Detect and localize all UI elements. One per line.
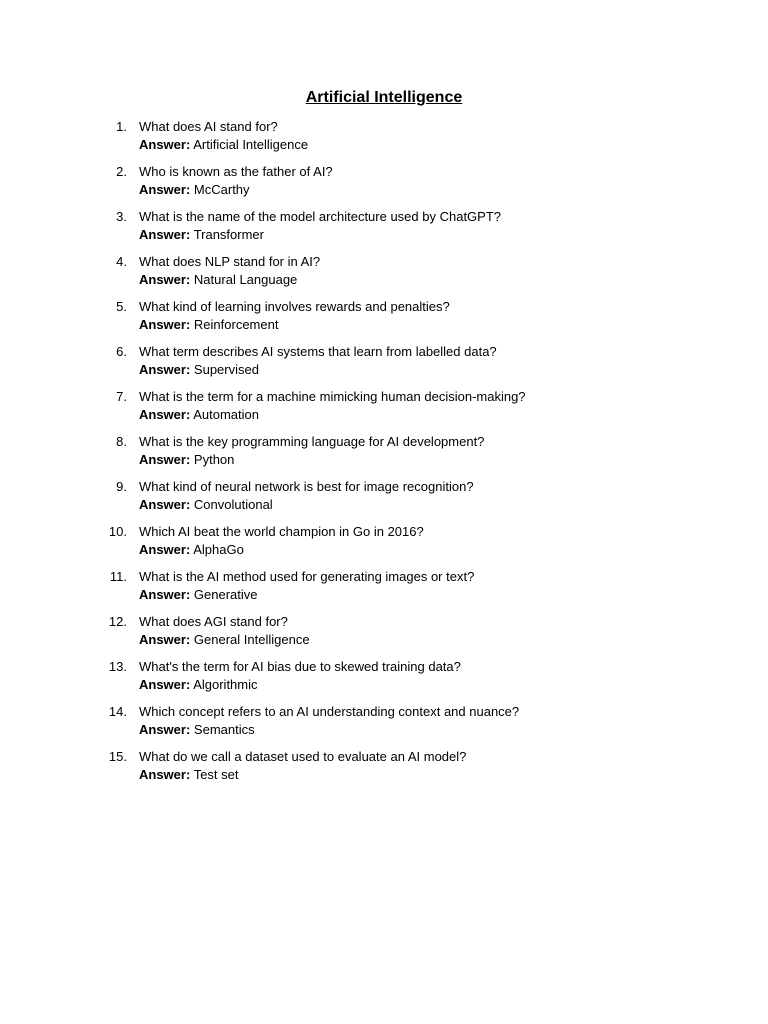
answer-text: Generative [193, 586, 258, 602]
question-text: What is the AI method used for generating images or text? [139, 569, 475, 584]
answer-label: Answer: [139, 631, 191, 647]
qa-item [0, 568, 768, 613]
answer-text: Algorithmic [193, 676, 258, 692]
item-number: 9. [116, 479, 127, 494]
qa-item [0, 298, 768, 343]
answer-line [139, 316, 278, 334]
answer-text: Test set [193, 766, 239, 782]
qa-item [0, 118, 768, 163]
item-number: 12. [108, 614, 127, 629]
answer-text: Transformer [193, 226, 264, 242]
answer-line [139, 406, 259, 424]
item-number: 6. [116, 344, 127, 359]
answer-label: Answer: [139, 271, 191, 287]
answer-text: Reinforcement [193, 316, 279, 332]
item-number: 8. [116, 434, 127, 449]
qa-item [0, 613, 768, 658]
item-number: 3. [116, 209, 127, 224]
question-text: What does NLP stand for in AI? [139, 254, 321, 269]
item-number: 10. [108, 524, 127, 539]
qa-item [0, 343, 768, 388]
question-text: What's the term for AI bias due to skewed training data? [139, 659, 461, 674]
answer-line [139, 271, 297, 289]
answer-line [139, 676, 258, 694]
qa-item [0, 478, 768, 523]
answer-label: Answer: [139, 451, 191, 467]
answer-label: Answer: [139, 361, 191, 377]
answer-label: Answer: [139, 766, 191, 782]
answer-label: Answer: [139, 181, 191, 197]
question-text: Which AI beat the world champion in Go in 2016? [139, 524, 424, 539]
answer-text: AlphaGo [193, 541, 244, 557]
qa-item [0, 433, 768, 478]
item-number: 2. [116, 164, 127, 179]
question-text: What kind of neural network is best for image recognition? [139, 479, 474, 494]
qa-item [0, 748, 768, 793]
answer-line [139, 451, 234, 469]
qa-item [0, 163, 768, 208]
item-number: 11. [109, 569, 127, 584]
question-text: What term describes AI systems that learn from labelled data? [139, 344, 497, 359]
answer-label: Answer: [139, 586, 191, 602]
item-number: 13. [108, 659, 127, 674]
item-number: 1. [116, 119, 127, 134]
question-text: Which concept refers to an AI understanding context and nuance? [139, 704, 520, 719]
answer-text: Automation [193, 406, 259, 422]
answer-line [139, 136, 308, 154]
answer-text: McCarthy [193, 181, 250, 197]
answer-line [139, 361, 259, 379]
item-number: 7. [116, 389, 127, 404]
question-text: What does AGI stand for? [139, 614, 288, 629]
item-number: 5. [116, 299, 127, 314]
answer-label: Answer: [139, 541, 191, 557]
qa-item [0, 703, 768, 748]
answer-text: General Intelligence [193, 631, 310, 647]
answer-label: Answer: [139, 316, 191, 332]
answer-line [139, 766, 238, 784]
answer-line [139, 181, 250, 199]
qa-list [0, 118, 768, 793]
qa-item [0, 253, 768, 298]
answer-text: Natural Language [193, 271, 298, 287]
answer-label: Answer: [139, 136, 191, 152]
answer-label: Answer: [139, 676, 191, 692]
answer-line [139, 541, 244, 559]
answer-label: Answer: [139, 721, 191, 737]
answer-text: Artificial Intelligence [193, 136, 309, 152]
item-number: 15. [108, 749, 127, 764]
answer-line [139, 226, 264, 244]
answer-text: Python [193, 451, 235, 467]
question-text: What is the key programming language for AI development? [139, 434, 485, 449]
answer-text: Semantics [193, 721, 255, 737]
answer-line [139, 586, 258, 604]
answer-label: Answer: [139, 496, 191, 512]
answer-line [139, 496, 273, 514]
item-number: 14. [108, 704, 127, 719]
question-text: What kind of learning involves rewards and penalties? [139, 299, 450, 314]
question-text: What do we call a dataset used to evaluate an AI model? [139, 749, 467, 764]
answer-line [139, 631, 310, 649]
question-text: What is the term for a machine mimicking human decision-making? [139, 389, 526, 404]
answer-text: Convolutional [193, 496, 273, 512]
document-title: Artificial Intelligence [305, 89, 463, 106]
qa-item [0, 208, 768, 253]
question-text: Who is known as the father of AI? [139, 164, 333, 179]
answer-text: Supervised [193, 361, 259, 377]
answer-label: Answer: [139, 226, 191, 242]
question-text: What is the name of the model architecture used by ChatGPT? [139, 209, 502, 224]
answer-label: Answer: [139, 406, 191, 422]
item-number: 4. [116, 254, 127, 269]
question-text: What does AI stand for? [139, 119, 278, 134]
qa-item [0, 658, 768, 703]
answer-line [139, 721, 255, 739]
qa-item [0, 388, 768, 433]
qa-item [0, 523, 768, 568]
